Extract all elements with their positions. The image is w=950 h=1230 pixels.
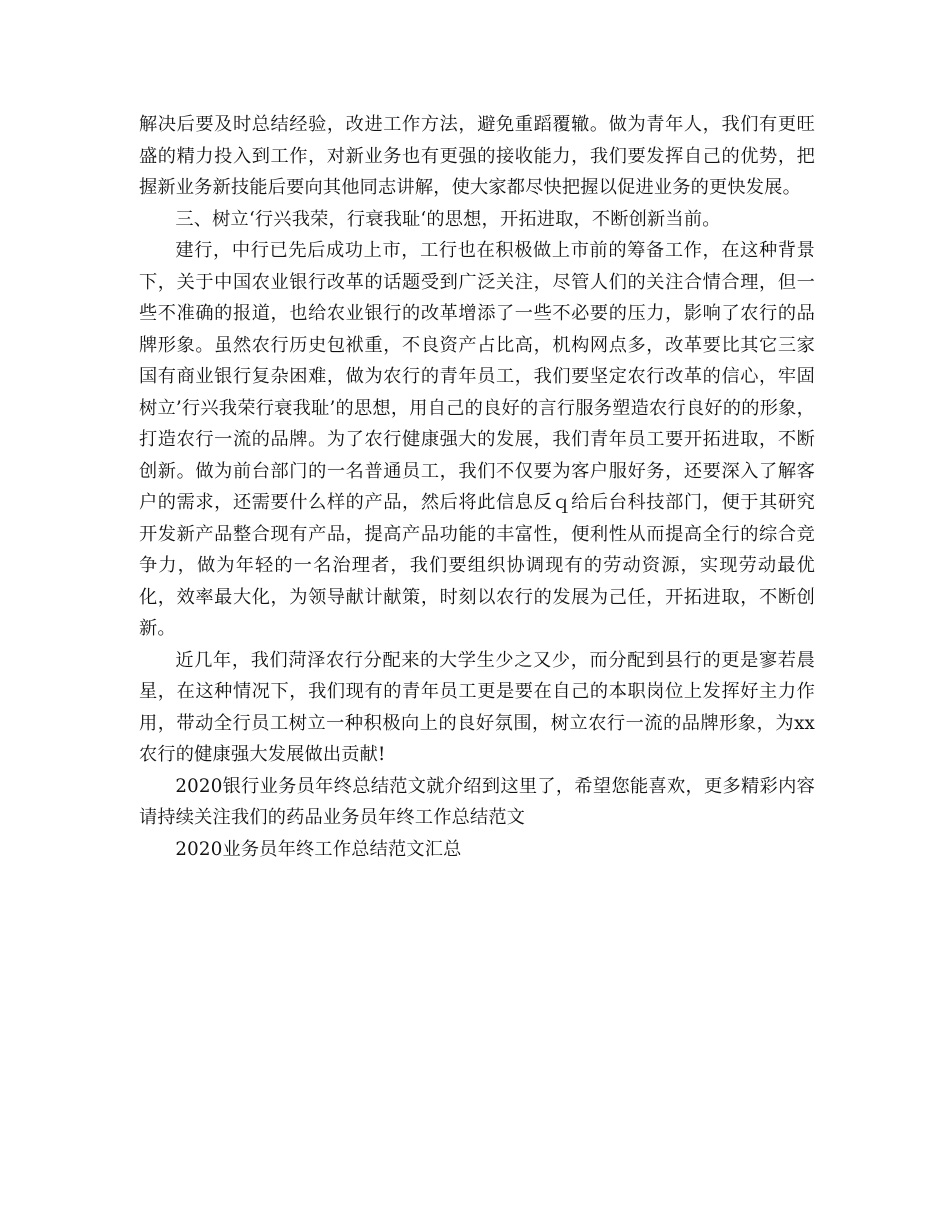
paragraph-continuation: 解决后要及时总结经验，改进工作方法，避免重蹈覆辙。做为青年人，我们有更旺盛的精力投入到工作，对新业务也有更强的接收能力，我们要发挥自己的优势，把握新业务新技能后要向其他同志讲解，使大家都尽快把握以促进业务的更快发展。 [139,114,815,198]
paragraph-recent-years: 近几年，我们菏泽农行分配来的大学生少之又少，而分配到县行的更是寥若晨星，在这种情况下，我们现有的青年员工更是要在自己的本职岗位上发挥好主力作用，带动全行员工树立一种积极向上的良好氛围，树立农行一流的品牌形象，为xx农行的健康强大发展做出贡献! [139,649,815,765]
paragraph-closing-note: 2020银行业务员年终总结范文就介绍到这里了，希望您能喜欢，更多精彩内容请持续关注我们的药品业务员年终工作总结范文 [139,775,815,828]
paragraph-reform: 建行，中行已先后成功上市，工行也在积极做上市前的筹备工作，在这种背景下，关于中国农业银行改革的话题受到广泛关注，尽管人们的关注合情合理，但一些不准确的报道，也给农业银行的改革增添了一些不必要的压力，影响了农行的品牌形象。虽然农行历史包袱重，不良资产占比高，机构网点多，改革要比其它三家国有商业银行复杂困难，做为农行的青年员工，我们要坚定农行改革的信心，牢固树立’行兴我荣行衰我耻’的思想，用自己的良好的言行服务塑造农行良好的的形象，打造农行一流的品牌。为了农行健康强大的发展，我们青年员工要开拓进取，不断创新。做为前台部门的一名普通员工，我们不仅要为客户服好务，还要深入了解客户的需求，还需要什么样的产品，然后将此信息反ｑ给后台科技部门，便于其研究开发新产品整合现有产品，提高产品功能的丰富性，便利性从而提高全行的综合竞争力，做为年轻的一名治理者，我们要组织协调现有的劳动资源，实现劳动最优化，效率最大化，为领导献计献策，时刻以农行的发展为己任，开拓进取，不断创新。 [139,240,815,639]
paragraph-summary-link: 2020业务员年终工作总结范文汇总 [175,838,462,860]
document-body [139,109,815,865]
section-heading-three: 三、树立‘行兴我荣，行衰我耻‘的思想，开拓进取，不断创新当前。 [175,208,721,230]
